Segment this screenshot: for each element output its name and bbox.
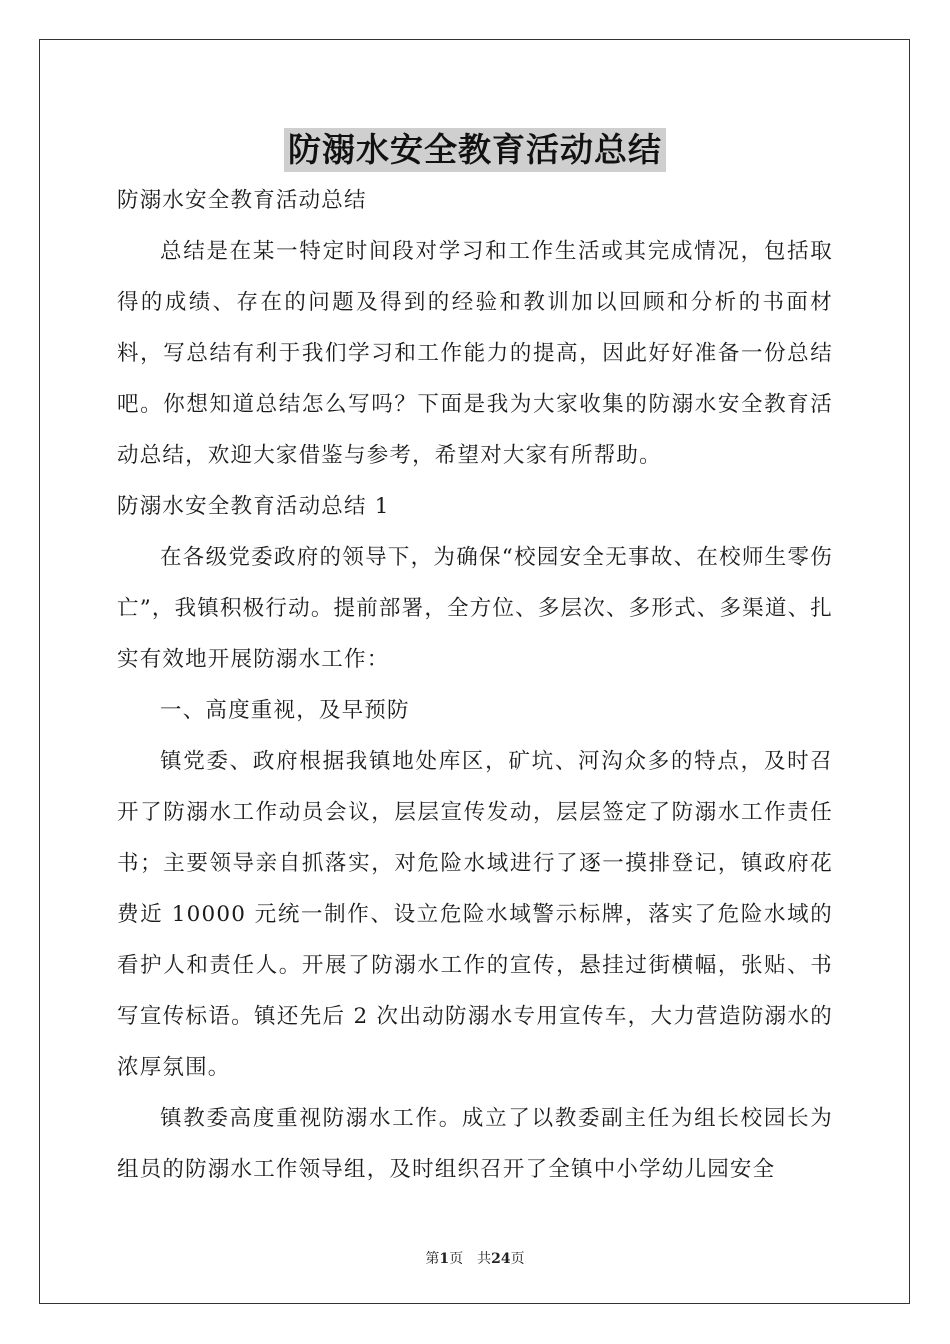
document-title: 防溺水安全教育活动总结: [284, 128, 666, 172]
footer-page-number: 1: [439, 1251, 450, 1267]
title-area: [0, 128, 950, 172]
page-footer: [0, 1248, 950, 1268]
footer-total-pages: 24: [491, 1251, 511, 1267]
paragraph-section-heading: 防溺水安全教育活动总结 1: [117, 494, 390, 519]
footer-total-suffix: 页: [510, 1251, 525, 1267]
paragraph-subheading: 一、高度重视，及早预防: [160, 698, 410, 723]
paragraph-body: 镇教委高度重视防溺水工作。成立了以教委副主任为组长校园长为组员的防溺水工作领导组，及时组织召开了全镇中小学幼儿园安全: [117, 1106, 833, 1182]
footer-page-prefix: 第: [425, 1251, 440, 1267]
paragraph-body: 在各级党委政府的领导下，为确保“校园安全无事故、在校师生零伤亡”，我镇积极行动。提前部署，全方位、多层次、多形式、多渠道、扎实有效地开展防溺水工作：: [117, 545, 833, 672]
footer-total-prefix: 共: [477, 1251, 492, 1267]
paragraph-intro: 总结是在某一特定时间段对学习和工作生活或其完成情况，包括取得的成绩、存在的问题及得到的经验和教训加以回顾和分析的书面材料，写总结有利于我们学习和工作能力的提高，因此好好准备一份总结吧。你想知道总结怎么写吗？下面是我为大家收集的防溺水安全教育活动总结，欢迎大家借鉴与参考，希望对大家有所帮助。: [117, 239, 833, 468]
paragraph-body: 镇党委、政府根据我镇地处库区，矿坑、河沟众多的特点，及时召开了防溺水工作动员会议，层层宣传发动，层层签定了防溺水工作责任书；主要领导亲自抓落实，对危险水域进行了逐一摸排登记，镇政府花费近 10000 元统一制作、设立危险水域警示标牌，落实了危险水域的看护人和责任人。开展了防溺水工作的宣传，悬挂过街横幅，张贴、书写宣传标语。镇还先后 2 次出动防溺水专用宣传车，大力营造防溺水的浓厚氛围。: [117, 749, 833, 1080]
footer-page-suffix: 页: [449, 1251, 464, 1267]
document-body: [117, 175, 833, 1195]
paragraph-subtitle: 防溺水安全教育活动总结: [117, 188, 367, 213]
